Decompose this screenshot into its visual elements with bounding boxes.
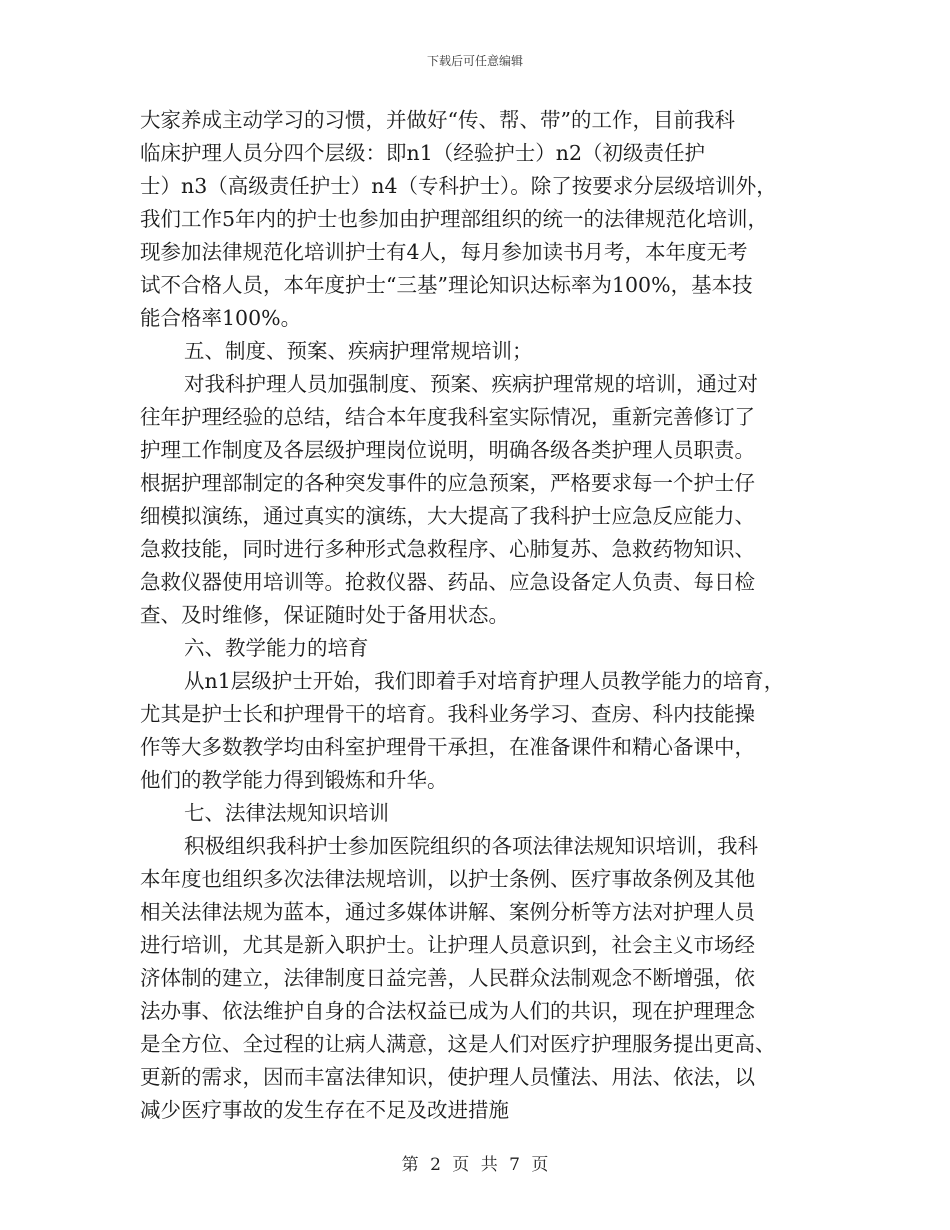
text-line: 急救技能，同时进行多种形式急救程序、心肺复苏、急救药物知识、: [140, 537, 755, 561]
document-body: [140, 104, 830, 1127]
text-line: 济体制的建立，法律制度日益完善，人民群众法制观念不断增强，依: [140, 966, 755, 990]
text-line: 六、教学能力的培育: [184, 636, 369, 660]
text-line: 对我科护理人员加强制度、预案、疾病护理常规的培训，通过对: [184, 372, 758, 396]
page-header: 下载后可任意编辑: [426, 54, 523, 68]
text-line: 减少医疗事故的发生存在不足及改进措施: [140, 1098, 509, 1122]
text-line: 是全方位、全过程的让病人满意，这是人们对医疗护理服务提出更高、: [140, 1032, 776, 1056]
text-line: 进行培训，尤其是新入职护士。让护理人员意识到，社会主义市场经: [140, 933, 755, 957]
text-line: 相关法律法规为蓝本，通过多媒体讲解、案例分析等方法对护理人员: [140, 900, 755, 924]
text-line: 急救仪器使用培训等。抢救仪器、药品、应急设备定人负责、每日检: [140, 570, 755, 594]
text-line: 查、及时维修，保证随时处于备用状态。: [140, 603, 509, 627]
text-line: 我们工作5年内的护士也参加由护理部组织的统一的法律规范化培训，: [140, 207, 769, 231]
text-line: 本年度也组织多次法律法规培训，以护士条例、医疗事故条例及其他: [140, 867, 755, 891]
text-line: 护理工作制度及各层级护理岗位说明，明确各级各类护理人员职责。: [140, 438, 755, 462]
text-line: 他们的教学能力得到锻炼和升华。: [140, 768, 448, 792]
page-footer: 第 2 页 共 7 页: [401, 1155, 549, 1175]
text-line: 士）n3（高级责任护士）n4（专科护士）。除了按要求分层级培训外，: [140, 174, 777, 198]
text-line: 根据护理部制定的各种突发事件的应急预案，严格要求每一个护士仔: [140, 471, 755, 495]
text-line: 往年护理经验的总结，结合本年度我科室实际情况，重新完善修订了: [140, 405, 755, 429]
text-line: 试不合格人员，本年度护士“三基”理论知识达标率为100%，基本技: [140, 273, 753, 297]
text-line: 从n1层级护士开始，我们即着手对培育护理人员教学能力的培育，: [184, 669, 785, 693]
text-line: 积极组织我科护士参加医院组织的各项法律法规知识培训，我科: [184, 834, 758, 858]
text-line: 尤其是护士长和护理骨干的培育。我科业务学习、查房、科内技能操: [140, 702, 755, 726]
text-line: 细模拟演练，通过真实的演练，大大提高了我科护士应急反应能力、: [140, 504, 755, 528]
text-line: 作等大多数教学均由科室护理骨干承担，在准备课件和精心备课中，: [140, 735, 755, 759]
text-line: 法办事、依法维护自身的合法权益已成为人们的共识，现在护理理念: [140, 999, 755, 1023]
text-line: 临床护理人员分四个层级：即n1（经验护士）n2（初级责任护: [140, 141, 705, 165]
text-line: 能合格率100%。: [140, 306, 302, 330]
text-line: 七、法律法规知识培训: [184, 801, 389, 825]
text-line: 更新的需求，因而丰富法律知识，使护理人员懂法、用法、依法，以: [140, 1065, 755, 1089]
text-line: 大家养成主动学习的习惯，并做好“传、帮、带”的工作，目前我科: [140, 108, 735, 132]
text-line: 五、制度、预案、疾病护理常规培训；: [184, 339, 533, 363]
text-line: 现参加法律规范化培训护士有4人，每月参加读书月考，本年度无考: [140, 240, 748, 264]
